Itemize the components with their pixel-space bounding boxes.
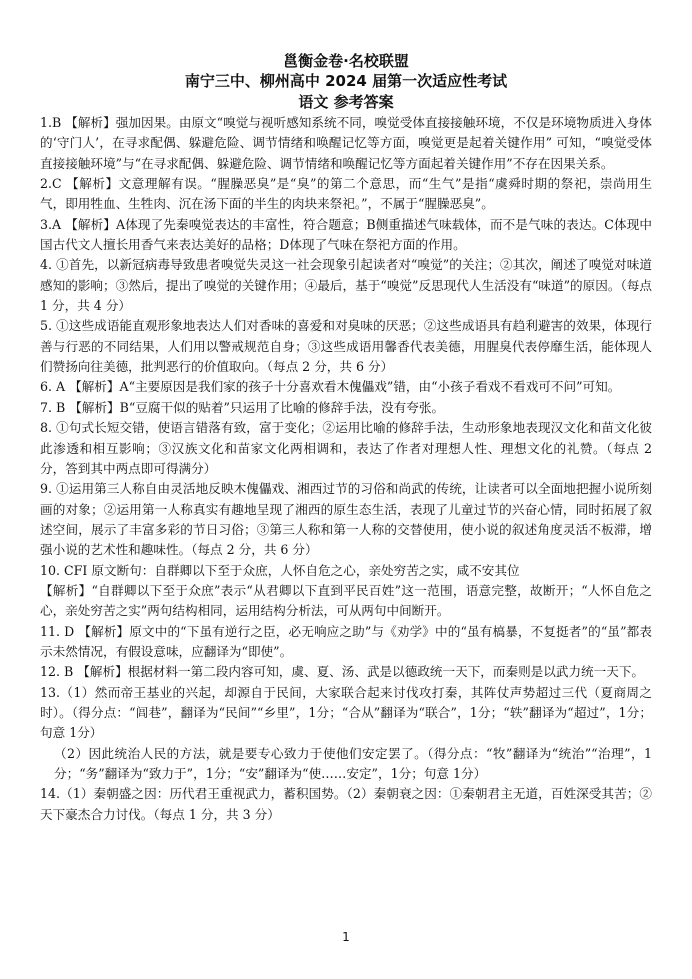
answer-3: 3.A 【解析】A体现了先秦嗅觉表达的丰富性，符合题意；B侧重描述气味载体，而不是气味的表达。C体现中国古代文人擅长用香气来表达美好的品格；D体现了气味在祭祀方面的作用。 [40,216,652,253]
answer-2: 2.C 【解析】文意理解有误。“腥臊恶臭”是“臭”的第二个意思，而“生气”是指“虞舜时期的祭祀，崇尚用生气，即用牲血、生牲肉、沉在汤下面的半生的肉块来祭祀。”，不属于“腥臊恶臭”。 [40,176,652,212]
answer-10-analysis: 【解析】“自群卿以下至于众庶”表示“从君卿以下直到平民百姓”这一范围，语意完整，故断开；“人怀自危之心，亲处穷苦之实”两句结构相同，运用结构分析法，可从两句中间断开。 [40,582,652,619]
answer-12: 12. B 【解析】根据材料一第二段内容可知，虞、夏、汤、武是以德政统一天下，而秦则是以武力统一天下。 [40,664,645,680]
answer-13-1: 13.（1）然而帝王基业的兴起，却源自于民间，大家联合起来讨伐攻打秦，其阵仗声势超过三代（夏商周之时）。（得分点：“闾巷”，翻译为“民间”“乡里”，1分；“合从”翻译为“联合”，1分；“轶”翻译为“超过”，1分；句意 1分） [40,684,652,741]
answer-14: 14.（1）秦朝盛之因：历代君王重视武力，蓄积国势。（2）秦朝衰之因：①秦朝君主无道，百姓深受其苦；②天下豪杰合力讨伐。（每点 1 分，共 3 分） [40,786,652,822]
alliance-title: 邕衡金卷·名校联盟 [283,52,409,70]
exam-title: 南宁三中、柳州高中 2024 届第一次适应性考试 [184,72,508,90]
answer-5: 5. ①这些成语能直观形象地表达人们对香味的喜爱和对臭味的厌恶；②这些成语具有趋利避害的效果，体现行善与行恶的不同结果，人们用以警戒规范自身；③这些成语用馨香代表美德，用腥臭代表停靡生活，能体现人们赞扬向往美德，批判恶行的价值取向。（每点 2 分，共 6 分） [40,318,652,375]
answer-6: 6. A 【解析】A“主要原因是我们家的孩子十分喜欢看木傀儡戏”错，由“小孩子看戏不看戏可不问”可知。 [40,379,621,395]
answer-body [40,113,652,825]
answer-key-title: 语文 参考答案 [298,93,394,111]
answer-13-2: （2）因此统治人民的方法，就是要专心致力于使他们安定罢了。（得分点：“牧”翻译为“统治”“治理”，1分；“务”翻译为“致力于”，1分；“安”翻译为“使……安定”，1分；句意 1分） [54,745,652,781]
answer-11: 11. D 【解析】原文中的“下虽有逆行之臣，必无响应之助”与《劝学》中的“虽有槁暴，不复挺者”的“虽”都表示未然情况，有假设意味，应翻译为“即使”。 [40,623,652,659]
answer-9: 9. ①运用第三人称自由灵活地反映木傀儡戏、湘西过节的习俗和尚武的传统，让读者可以全面地把握小说所刻画的对象；②运用第一人称真实有趣地呈现了湘西的原生态生活，表现了儿童过节的兴奋心情，同时拓展了叙述空间，展示了丰富多彩的节日习俗；③第三人称和第一人称的交替使用，使小说的叙述角度灵活不板滞，增强小说的艺术性和趣味性。（每点 2 分，共 6 分） [40,481,652,558]
answer-8: 8. ①句式长短交错，使语言错落有致，富于变化；②运用比喻的修辞手法，生动形象地表现汉文化和苗文化彼此渗透和相互影响；③汉族文化和苗家文化两相调和，表达了作者对理想人性、理想文化的礼赞。（每点 2 分，答到其中两点即可得满分） [40,420,652,476]
answer-7: 7. B 【解析】B“豆腐干似的贴着”只运用了比喻的修辞手法，没有夸张。 [40,399,445,415]
page-number: 1 [342,930,350,944]
answer-1: 1.B 【解析】强加因果。由原文“嗅觉与视听感知系统不同，嗅觉受体直接接触环境，不仅是环境物质进入身体的‘守门人’，在寻求配偶、躲避危险、调节情绪和唤醒记忆等方面，嗅觉更是起着关键作用” 可知，“嗅觉受体直接接触环境”与“在寻求配偶、躲避危险、调节情绪和唤醒记忆等方面起着关键作用”不存在因果关系。 [40,115,652,171]
answer-10: 10. CFI 原文断句：自群卿以下至于众庶，人怀自危之心，亲处穷苦之实，咸不安其位 [40,562,520,578]
answer-4: 4. ①首先，以新冠病毒导致患者嗅觉失灵这一社会现象引起读者对“嗅觉”的关注；②其次，阐述了嗅觉对味道感知的影响；③然后，提出了嗅觉的关键作用；④最后，基于“嗅觉”反思现代人生活没有“味道”的原因。（每点 1 分，共 4 分） [40,257,652,314]
